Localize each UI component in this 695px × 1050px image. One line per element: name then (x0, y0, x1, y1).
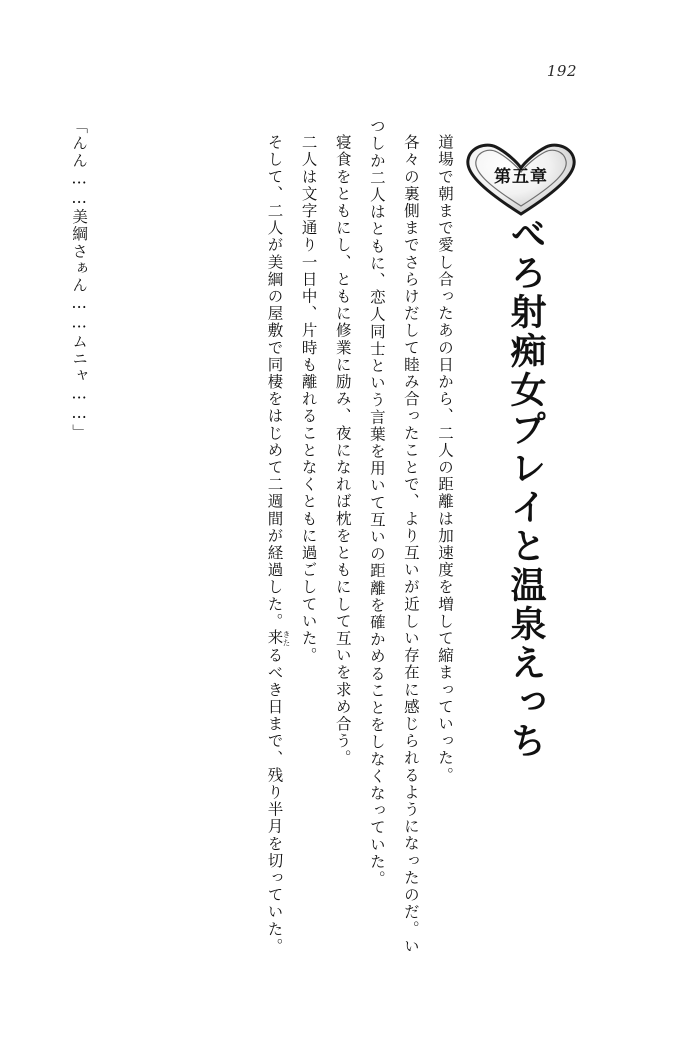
page-number: 192 (546, 62, 577, 80)
chapter-badge (462, 140, 580, 218)
paragraph: 各々の裏側までさらけだして睦み合ったことで、より互いが近しい存在に感じられるようになったのだ。いつしか二人はともに、恋人同士という言葉を用いて互いの距離を確かめることをしなくなっていた。 (367, 118, 420, 955)
chapter-badge-label: 第五章 (494, 167, 548, 187)
ruby-annotation: 来きた (265, 629, 292, 647)
dialogue-line: 「んん……美綱さぁん……ムニャ……」 (70, 118, 89, 441)
dialogue-text (62, 118, 96, 538)
paragraph: 道場で朝まで愛し合ったあの日から、二人の距離は加速度を増して縮まっていった。 (436, 133, 454, 784)
chapter-title: べろ射痴女プレイと温泉えっち (505, 215, 547, 761)
paragraph: そして、二人が美綱の屋敷で同棲をはじめて二週間が経過した。来きたるべき日まで、残り半月を切っていた。 (265, 133, 292, 955)
body-text (72, 118, 462, 968)
paragraph: 二人は文字通り一日中、片時も離れることなくともに過ごしていた。 (299, 133, 318, 664)
paragraph: 寝食をともにし、ともに修業に励み、夜になれば枕をともにして互いを求め合う。 (333, 133, 352, 767)
